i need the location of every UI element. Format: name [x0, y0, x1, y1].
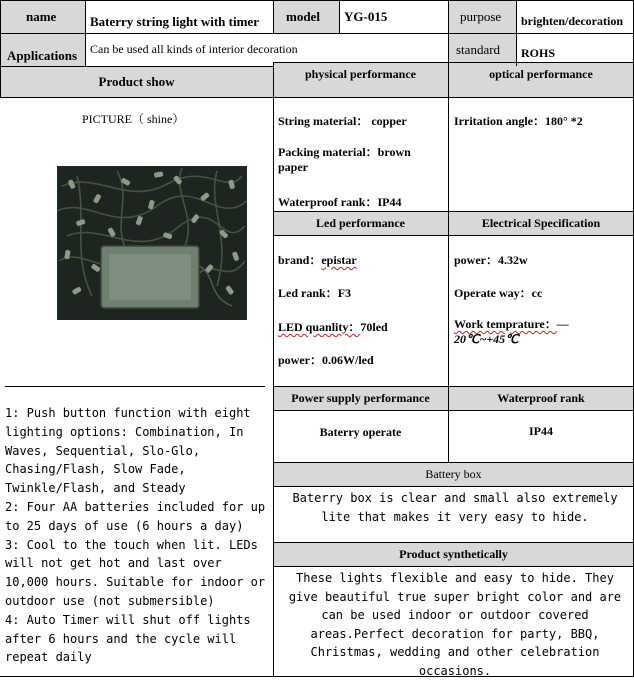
- picture-caption: PICTURE（ shine）: [82, 112, 185, 126]
- string-material-label: String material：: [278, 114, 369, 128]
- waterproof-value: IP44: [377, 195, 402, 209]
- led-title: Led performance: [316, 216, 405, 230]
- product-show-title: Product show: [98, 74, 175, 89]
- feature-item: 3: Cool to the touch when lit. LEDs will not get hot and last over 10,000 hours. Suitable for indoor or outdoor use (not submersible): [5, 537, 266, 608]
- led-power-value: 0.06W/led: [322, 353, 374, 367]
- rule: [0, 66, 273, 67]
- name-value: Baterry string light with timer: [90, 14, 259, 29]
- brand-label: brand：: [278, 253, 322, 267]
- rule: [273, 62, 274, 677]
- led-quantity: [278, 318, 388, 335]
- led-power: [278, 351, 374, 368]
- rule: [273, 235, 634, 236]
- rank-value: F3: [337, 286, 352, 300]
- packing-material-label: Packing material：: [278, 145, 378, 159]
- feature-item: 2: Four AA batteries included for up to 25 days of use (6 hours a day): [5, 499, 266, 533]
- applications-label: Applications: [7, 48, 78, 63]
- rule: [0, 97, 634, 98]
- packing-material-value: brown paper: [278, 145, 411, 174]
- electrical-title: Electrical Specification: [481, 216, 601, 230]
- rule: [273, 566, 634, 567]
- elec-power-value: 4.32w: [498, 253, 528, 267]
- model-label: model: [286, 9, 320, 24]
- rule: [273, 410, 634, 411]
- irritation-label: Irritation angle：: [454, 114, 545, 128]
- feature-item: 4: Auto Timer will shut off lights after 6 hours and the cycle will repeat daily: [5, 612, 251, 665]
- synthetic-title: Product synthetically: [399, 547, 508, 561]
- string-material: [278, 112, 407, 129]
- elec-power: [454, 251, 528, 268]
- purpose-label: purpose: [460, 9, 502, 24]
- name-label: name: [26, 9, 57, 24]
- led-rank: [278, 284, 351, 301]
- features-list: [5, 404, 267, 667]
- synthetic-text: These lights flexible and easy to hide. They give beautiful true super bright color and are can be used indoor or outdoor covered areas.Perfect decoration for party, BBQ, Christmas, wedding and other celebration occasions.: [288, 571, 622, 678]
- rule: [516, 0, 517, 66]
- temp-label: Work temprature：: [454, 317, 557, 331]
- rule: [273, 62, 634, 63]
- rule: [273, 386, 634, 387]
- rule: [339, 0, 340, 33]
- applications-value: Can be used all kinds of interior decoration: [90, 42, 298, 56]
- optical-title: optical performance: [489, 67, 593, 81]
- standard-label: standard: [456, 42, 501, 57]
- work-temperature: [454, 317, 630, 347]
- waterproof-rank-title: Waterproof rank: [497, 391, 585, 405]
- power-supply-value: Baterry operate: [319, 425, 402, 439]
- physical-title: physical performance: [305, 67, 416, 81]
- led-power-label: power：: [278, 353, 322, 367]
- temp-value: —20℃~+45℃: [454, 317, 569, 346]
- waterproof-label: Waterproof rank：: [278, 195, 378, 209]
- quantity-value: 70led: [360, 320, 388, 334]
- rule: [85, 0, 86, 66]
- feature-item: 1: Push button function with eight lighting options: Combination, In Waves, Sequential, Slo-Glo, Chasing/Flash, Slow Fade, Twinkle/Flash, and Steady: [5, 406, 251, 496]
- rule: [5, 386, 265, 387]
- operate-label: Operate way：: [454, 286, 532, 300]
- battery-box-text: Baterry box is clear and small also extremely lite that makes it very easy to hide.: [292, 491, 618, 524]
- string-light-illustration: [57, 166, 247, 320]
- waterproof-physical: [278, 193, 401, 210]
- model-value: YG-015: [344, 9, 388, 24]
- product-photo: [57, 166, 247, 320]
- irritation-angle: [454, 112, 583, 129]
- rule: [273, 0, 274, 33]
- purpose-value: brighten/decoration: [521, 14, 623, 28]
- standard-value: ROHS: [521, 46, 556, 60]
- rule: [0, 0, 634, 1]
- led-brand: [278, 251, 357, 268]
- power-supply-title: Power supply performance: [291, 391, 430, 405]
- quantity-label: LED quanlity：: [278, 320, 361, 334]
- rule: [273, 486, 634, 487]
- waterproof-rank-value: IP44: [529, 424, 553, 438]
- rank-label: Led rank：: [278, 286, 338, 300]
- packing-material: [278, 145, 438, 175]
- rule: [273, 462, 634, 463]
- rule: [273, 211, 634, 212]
- rule: [273, 542, 634, 543]
- elec-power-label: power：: [454, 253, 498, 267]
- rule: [0, 33, 634, 34]
- operate-way: [454, 284, 542, 301]
- irritation-value: 180° *2: [545, 114, 583, 128]
- operate-value: cc: [531, 286, 543, 300]
- brand-value: epistar: [321, 253, 357, 267]
- battery-box-title: Battery box: [425, 467, 482, 481]
- string-material-value: copper: [371, 114, 407, 128]
